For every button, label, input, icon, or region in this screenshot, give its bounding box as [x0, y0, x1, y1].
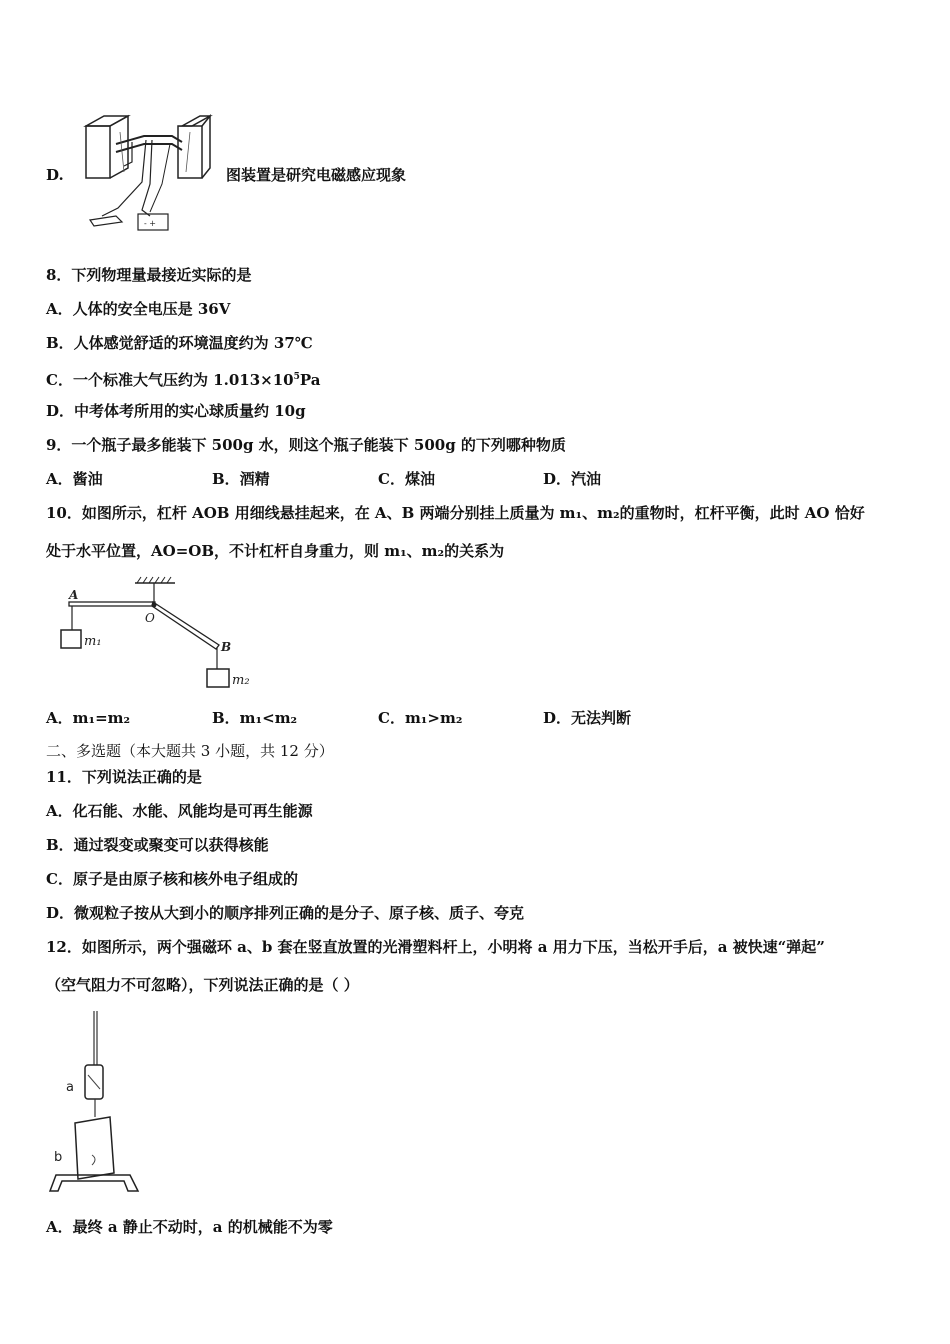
- q8-option-d: D．中考体考所用的实心球质量约 10g: [46, 402, 306, 420]
- q12-stem-line2: （空气阻力不可忽略），下列说法正确的是（ ）: [46, 976, 359, 994]
- q8-option-b: B．人体感觉舒适的环境温度约为 37℃: [46, 334, 313, 352]
- q7-option-d-text: 图装置是研究电磁感应现象: [226, 166, 407, 184]
- svg-text:- +: - +: [144, 219, 156, 228]
- q8-option-a: A．人体的安全电压是 36V: [46, 300, 231, 318]
- lever-figure: [55, 575, 270, 695]
- q8-option-c: [46, 367, 320, 390]
- q10-stem-line1: 10．如图所示，杠杆 AOB 用细线悬挂起来，在 A、B 两端分别挂上质量为 m₁、m₂的重物时，杠杆平衡，此时 AO 恰好: [46, 504, 865, 522]
- section-title: 二、多选题（本大题共 3 小题，共 12 分）: [46, 742, 334, 760]
- q9-option-a: A．酱油: [46, 470, 103, 488]
- q10-stem-line2: 处于水平位置，AO=OB，不计杠杆自身重力，则 m₁、m₂的关系为: [46, 542, 505, 560]
- ring-label-b: b: [54, 1150, 63, 1165]
- magnet-rings-figure: [40, 1005, 145, 1200]
- q8-option-c-exponent: 5: [293, 372, 300, 382]
- lever-label-m2: m₂: [232, 673, 250, 688]
- q11-stem: 11．下列说法正确的是: [46, 768, 202, 786]
- q10-option-a: A．m₁=m₂: [46, 709, 131, 727]
- q9-stem: 9．一个瓶子最多能装下 500g 水，则这个瓶子能装下 500g 的下列哪种物质: [46, 436, 566, 454]
- q11-option-b: B．通过裂变或聚变可以获得核能: [46, 836, 269, 854]
- q12-stem-line1: 12．如图所示，两个强磁环 a、b 套在竖直放置的光滑塑料杆上，小明将 a 用力下压，当松开手后，a 被快速“弹起”: [46, 938, 825, 956]
- q11-option-a: A．化石能、水能、风能均是可再生能源: [46, 802, 313, 820]
- q10-option-c: C．m₁>m₂: [378, 709, 463, 727]
- q9-option-b: B．酒精: [212, 470, 270, 488]
- lever-label-a: A: [69, 588, 79, 602]
- q10-option-b: B．m₁<m₂: [212, 709, 298, 727]
- q10-option-d: D．无法判断: [543, 709, 632, 727]
- ring-label-a: a: [66, 1080, 74, 1095]
- q12-option-a: A．最终 a 静止不动时，a 的机械能不为零: [46, 1218, 333, 1236]
- q8-stem: 8．下列物理量最接近实际的是: [46, 266, 252, 284]
- lever-label-b: B: [221, 640, 232, 654]
- q7-option-d-label: D.: [46, 166, 64, 184]
- lever-label-m1: m₁: [84, 634, 102, 649]
- q9-option-d: D．汽油: [543, 470, 602, 488]
- q9-option-c: C．煤油: [378, 470, 435, 488]
- q11-option-c: C．原子是由原子核和核外电子组成的: [46, 870, 298, 888]
- q11-option-d: D．微观粒子按从大到小的顺序排列正确的是分子、原子核、质子、夸克: [46, 904, 525, 922]
- lever-label-o: O: [145, 611, 155, 625]
- q8-option-c-main: C．一个标准大气压约为 1.013×10: [46, 371, 294, 389]
- electromagnetic-induction-figure: [72, 112, 217, 237]
- q8-option-c-unit: Pa: [299, 371, 321, 389]
